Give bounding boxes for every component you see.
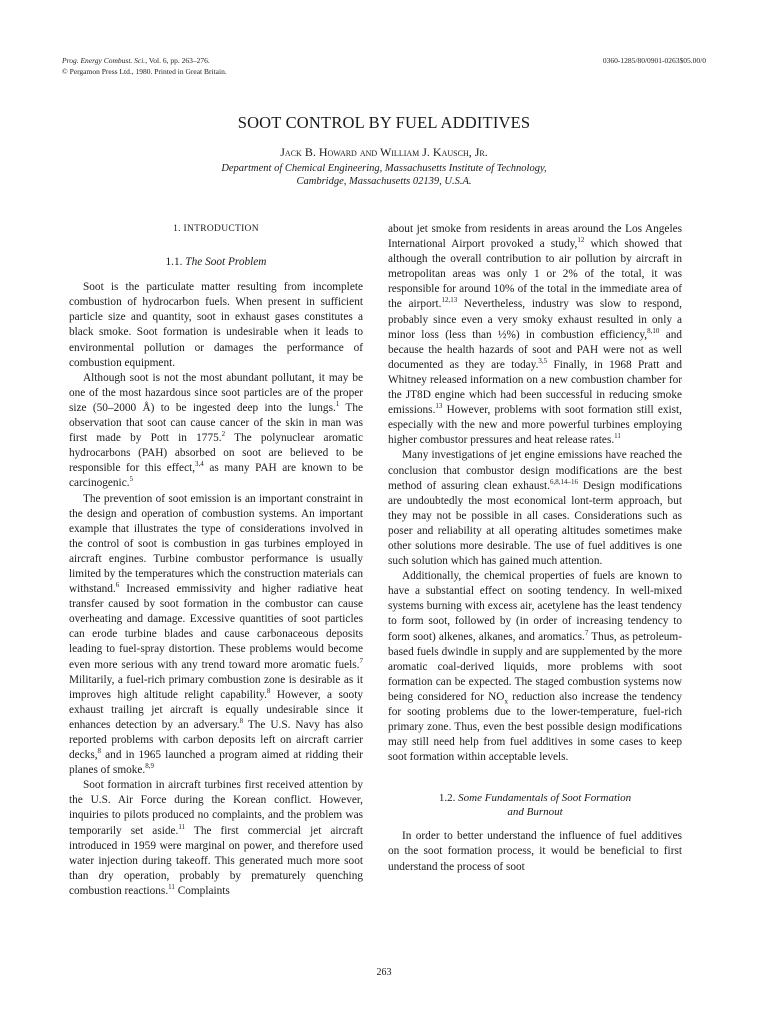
- publisher-line: © Pergamon Press Ltd., 1980. Printed in Great Britain.: [62, 67, 227, 76]
- journal-citation: Prog. Energy Combust. Sci., Vol. 6, pp. 263–276.: [62, 56, 210, 65]
- right-column: [388, 222, 682, 875]
- body-paragraph: In order to better understand the influence of fuel additives on the soot formation process, it would be beneficial to first understand the process of soot: [388, 830, 682, 873]
- body-paragraph: Additionally, the chemical properties of fuels are known to have a substantial effect on sooting tendency. In well-mixed systems burning with excess air, acetylene has the least tendency to form soot, followed by (in order of increasing tendency to form soot) alkenes, alkanes, and aromatics.$^7$ Thus, as petroleum-based fuels dwindle in supply and are supplemented by the more aromatic coal-derived liquids, more problems with soot formation can be expected. The staged combustion systems now being considered for $NO_x$ reduction also increase the tendency for sooting problems due to the lower-temperature, fuel-rich primary zone. Thus, even the best possible design modifications may still need help from fuel additives in some cases to keep soot formation within acceptable levels.: [388, 570, 683, 764]
- body-paragraph: about jet smoke from residents in areas around the Los Angeles International Airport provoked a study,$^{12}$ which showed that although the overall contribution to air pollution by aircraft in metropolitan areas was only 1 or 2% of the total, it was responsible for around 10% of the total in the immediate area of the airport.$^{12,13}$ Nevertheless, industry was slow to respond, probably since even a very smoky exhaust resulted in only a minor loss (less than ½%) in combustion efficiency,$^{8,10}$ and because the health hazards of soot and PAH were not as well documented as they are today.$^{3,5}$ Finally, in 1968 Pratt and Whitney released information on a new combustion chamber for the JT8D engine which had been successful in reducing smoke emissions.$^{13}$ However, problems with soot formation still exist, especially with the new and more powerful turbines employing higher combustor pressures and heat release rates.$^{11}$: [388, 223, 683, 447]
- subsection-heading: 1.2. Some Fundamentals of Soot Formation and Burnout: [438, 792, 632, 819]
- section-spacer: [388, 765, 682, 791]
- paper-authors: Jack B. Howard and William J. Kausch, Jr.: [280, 145, 488, 159]
- left-column: [69, 222, 363, 899]
- subsection-heading: 1.1. The Soot Problem: [165, 256, 267, 269]
- paper-title: SOOT CONTROL BY FUEL ADDITIVES: [237, 113, 531, 132]
- section-heading: 1. INTRODUCTION: [173, 224, 259, 234]
- article-code: 0360-1285/80/0901-0263$05.00/0: [602, 56, 706, 65]
- body-paragraph: The prevention of soot emission is an important constraint in the design and operation of combustion systems. An important example that illustrates the type of considerations involved in the control of soot is combustion in gas turbines employed in aircraft engines. Turbine combustor performance is usually limited by the temperatures which the construction materials can withstand.$^6$ Increased emmissivity and higher radiative heat transfer caused by soot formation in the combustor can cause overheating and damage. Excessive quantities of soot particles can erode turbine blades and cause carbonaceous deposits leading to fuel-spray distortion. These problems would become even more serious with any trend toward more aromatic fuels.$^7$ Militarily, a fuel-rich primary combustion zone is desirable as it improves high altitude relight capability.$^8$ However, a sooty exhaust trailing jet aircraft is equally undesirable since it enhances detection by an adversary.$^8$ The U.S. Navy has also reported problems with carbon deposits left on aircraft carrier decks,$^8$ and in 1965 launched a program aimed at ridding their planes of smoke.$^{8,9}$: [69, 492, 364, 777]
- author-affiliation: Department of Chemical Engineering, Massachusetts Institute of Technology, Cambridge, Massachusetts 02139, U.S.A.: [221, 163, 547, 187]
- body-paragraph: Soot is the particulate matter resulting from incomplete combustion of hydrocarbon fuels. When present in sufficient particle size and quantity, soot in exhaust gases constitutes a black smoke. Soot formation is undesirable when it leads to environmental pollution or damages the performance of combustion equipment.: [69, 281, 363, 369]
- journal-header: [62, 55, 227, 77]
- body-paragraph: Soot formation in aircraft turbines first received attention by the U.S. Air Force during the Korean conflict. However, inquiries to pilots produced no complaints, and the problem was temporarily set aside.$^{11}$ The first commercial jet aircraft introduced in 1959 were marginal on power, and therefore used water injection during takeoff. This generated much more soot than dry operation, probably by prematurely quenching combustion reactions.$^{11}$ Complaints: [69, 779, 363, 897]
- page-number: 263: [376, 967, 392, 978]
- body-paragraph: Many investigations of jet engine emissions have reached the conclusion that combustor design modifications are the best method of assuring clean exhaust.$^{6,8,14-16}$ Design modifications are undoubtedly the most economical lont-term approach, but they may not be possible in all cases. Considerations such as poser and reliability at all operating altitudes sometimes make other solutions more desirable. The use of fuel additives is one such solution which has gained much attention.: [388, 449, 682, 568]
- body-paragraph: Although soot is not the most abundant pollutant, it may be one of the most hazardous since soot particles are of the proper size (50–2000 Å) to be ingested deep into the lungs.$^1$ The observation that soot can cause cancer of the skin in man was first made by Pott in 1775.$^2$ The polynuclear aromatic hydrocarbons (PAH) absorbed on soot are believed to be responsible for this effect,$^{3,4}$ as many PAH are known to be carcinogenic.$^5$: [69, 371, 363, 490]
